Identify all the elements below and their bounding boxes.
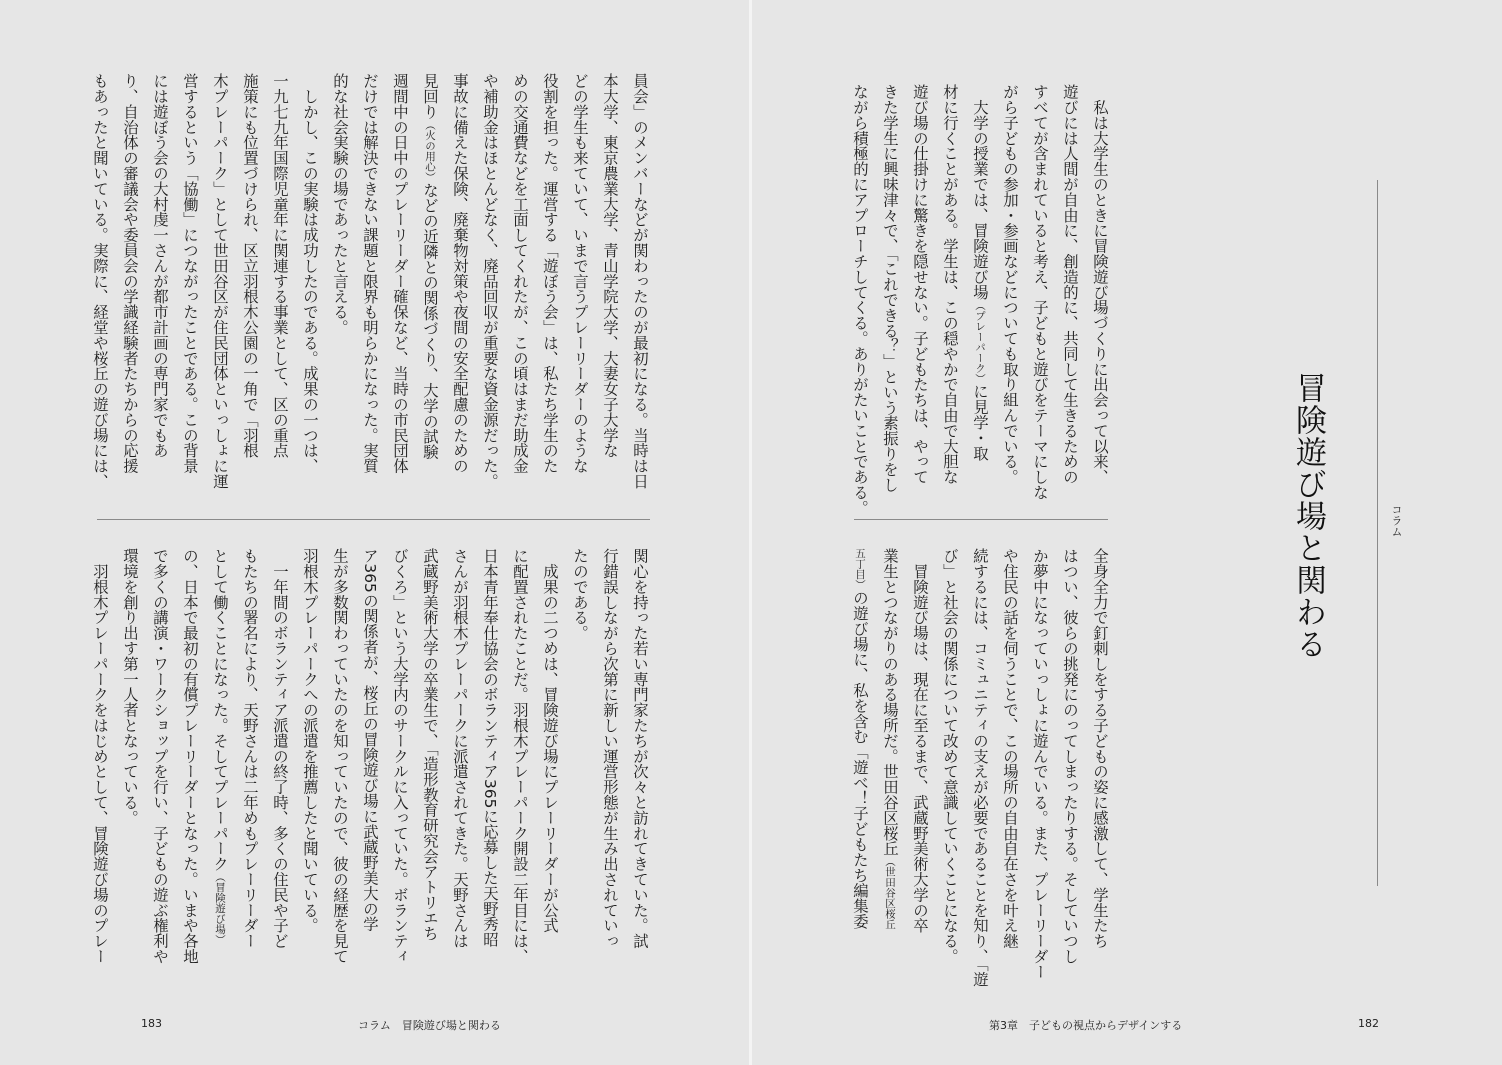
text-line: きた学生に興味津々で、「これできる？」という素振りをし [881, 84, 899, 493]
text-line: 役割を担った。運営する「遊ぼう会」は、私たち学生のた [541, 73, 559, 474]
text-line: 的な社会実験の場であったと言える。 [331, 73, 349, 335]
right-lower-text [845, 548, 1115, 987]
parenthetical-note: （世田谷区桜丘 [884, 856, 896, 930]
text-line: たのである。 [571, 548, 589, 641]
running-footer-chapter: 第3章 子どもの視点からデザインする [989, 1019, 1183, 1032]
text-line: 関心を持った若い専門家たちが次々と訪れてきていた。試 [631, 548, 649, 949]
text-line: 羽根木プレーパークへの派遣を推薦したと聞いている。 [301, 548, 319, 933]
text-line: 行錯誤しながら次第に新しい運営形態が生み出されていっ [601, 548, 619, 949]
text-line: 一九七九年国際児童年に関連する事業として、区の重点 [271, 73, 289, 458]
section-label: コラム [1390, 504, 1403, 537]
text-line: 木プレーパーク」として世田谷区が住民団体といっしょに運 [211, 73, 229, 489]
text-line: 一年間のボランティア派遣の終了時、多くの住民や子ど [271, 548, 289, 949]
text-line: 冒険遊び場は、現在に至るまで、武蔵野美術大学の卒 [911, 548, 929, 933]
parenthetical-note: （冒険遊び場） [214, 871, 226, 945]
text-line: 環境を創り出す第一人者となっている。 [121, 548, 139, 826]
text-segment: 業生とつながりのある場所だ。世田谷区桜丘 [881, 548, 899, 856]
text-line: や住民の話を伺うことで、この場所の自由自在さを叶え継 [1001, 548, 1019, 949]
text-segment: の遊び場に、私を含む「遊べ！子どもたち編集委 [851, 590, 869, 929]
text-line: で多くの講演・ワークショップを行い、子どもの遊ぶ権利や [151, 548, 169, 964]
text-line [415, 73, 445, 489]
text-line: か夢中になっていっしょに遊んでいる。また、プレーリーダー [1031, 548, 1049, 980]
text-line: 遊び場の仕掛けに驚きを隠せない。子どもたちは、やって [911, 84, 929, 485]
text-segment: などの近隣との関係づくり、大学の試験 [421, 182, 439, 460]
text-line: ながら積極的にアプローチしてくる。ありがたいことである。 [851, 84, 869, 516]
column-title: 冒険遊び場と関わる [1290, 372, 1326, 660]
text-line: 本大学、東京農業大学、青山学院大学、大妻女子大学な [601, 73, 619, 458]
text-line: 羽根木プレーパークをはじめとして、冒険遊び場のプレー [91, 548, 109, 964]
text-line: 私は大学生のときに冒険遊び場づくりに出会って以来、 [1091, 84, 1109, 485]
text-line: さんが羽根木プレーパークに派遣されてきた。天野さんは [451, 548, 469, 949]
page-number-left: 183 [141, 1017, 162, 1030]
text-line: 施策にも位置づけられ、区立羽根木公園の一角で「羽根 [241, 73, 259, 458]
running-footer-column: コラム 冒険遊び場と関わる [358, 1019, 501, 1032]
text-line: び」と社会の関係について改めて意識していくことになる。 [941, 548, 959, 964]
text-line: ア365の関係者が、桜丘の冒険遊び場に武蔵野美大の学 [361, 548, 379, 932]
text-line: 日本青年奉仕協会のボランティア365に応募した天野秀昭 [481, 548, 499, 947]
text-line: はつい、彼らの挑発にのってしまったりする。そしていつし [1061, 548, 1079, 964]
page-gutter [749, 0, 752, 1065]
text-line: には遊ぼう会の大村虔一さんが都市計画の専門家でもあ [151, 73, 169, 458]
parenthetical-note: （プレーパーク） [974, 299, 986, 384]
text-line [875, 548, 905, 987]
parenthetical-note: （火の用心） [424, 119, 436, 183]
text-segment: として働くことになった。そしてプレーパーク [211, 548, 229, 872]
text-line: びくろ」という大学内のサークルに入っていた。ボランティ [391, 548, 409, 964]
text-segment: 大学の授業では、冒険遊び場 [971, 84, 989, 300]
text-line: 営するという「協働」につながったことである。この背景 [181, 73, 199, 474]
text-line: 全身全力で釘刺しをする子どもの姿に感激して、学生たち [1091, 548, 1109, 949]
text-line: どの学生も来ていて、いまで言うプレーリーダーのような [571, 73, 589, 474]
text-line: 生が多数関わっていたのを知っていたので、彼の経歴を見て [331, 548, 349, 964]
left-upper-text [85, 73, 655, 489]
text-line: や補助金はほとんどなく、廃品回収が重要な資金源だった。 [481, 73, 499, 489]
text-line: 遊びには人間が自由に、創造的に、共同して生きるための [1061, 84, 1079, 485]
text-line: の、日本で最初の有償プレーリーダーとなった。いまや各地 [181, 548, 199, 964]
right-block-divider [854, 519, 1108, 520]
text-line: 事故に備えた保険、廃棄物対策や夜間の安全配慮のための [451, 73, 469, 474]
text-line: めの交通費などを工面してくれたが、この頃はまだ助成金 [511, 73, 529, 474]
text-line: 週間中の日中のプレーリーダー確保など、当時の市民団体 [391, 73, 409, 474]
text-segment: 見回り [421, 73, 439, 120]
text-line: 成果の二つめは、冒険遊び場にプレーリーダーが公式 [541, 548, 559, 933]
parenthetical-note: 五丁目） [854, 548, 866, 590]
text-line: 材に行くことがある。学生は、この穏やかで自由で大胆な [941, 84, 959, 485]
right-upper-text [845, 84, 1115, 515]
page-number-right: 182 [1358, 1017, 1379, 1030]
text-line [965, 84, 995, 515]
text-line: すべてが含まれていると考え、子どもと遊びをテーマにしな [1031, 84, 1049, 500]
text-line: り、自治体の審議会や委員会の学識経験者たちからの応援 [121, 73, 139, 474]
text-line: がら子どもの参加・参画などについても取り組んでいる。 [1001, 84, 1019, 485]
text-line: だけでは解決できない課題と限界も明らかになった。実質 [361, 73, 379, 474]
left-lower-text [85, 548, 655, 964]
text-line: に配置されたことだ。羽根木プレーパーク開設二年目には、 [511, 548, 529, 964]
text-line [845, 548, 875, 987]
text-line: もあったと聞いている。実際に、経堂や桜丘の遊び場には、 [91, 73, 109, 489]
text-line: 武蔵野美術大学の卒業生で、「造形教育研究会アトリエち [421, 548, 439, 941]
left-block-divider [97, 519, 650, 520]
text-line: 員会」のメンバーなどが関わったのが最初になる。当時は日 [631, 73, 649, 489]
column-header-rule [1377, 180, 1378, 886]
text-line [205, 548, 235, 964]
text-line: もたちの署名により、天野さんは二年めもプレーリーダー [241, 548, 259, 949]
text-segment: に見学・取 [971, 383, 989, 461]
text-line: 続するには、コミュニティの支えが必要であることを知り、「遊 [971, 548, 989, 987]
text-line: しかし、この実験は成功したのである。成果の一つは、 [301, 73, 319, 474]
